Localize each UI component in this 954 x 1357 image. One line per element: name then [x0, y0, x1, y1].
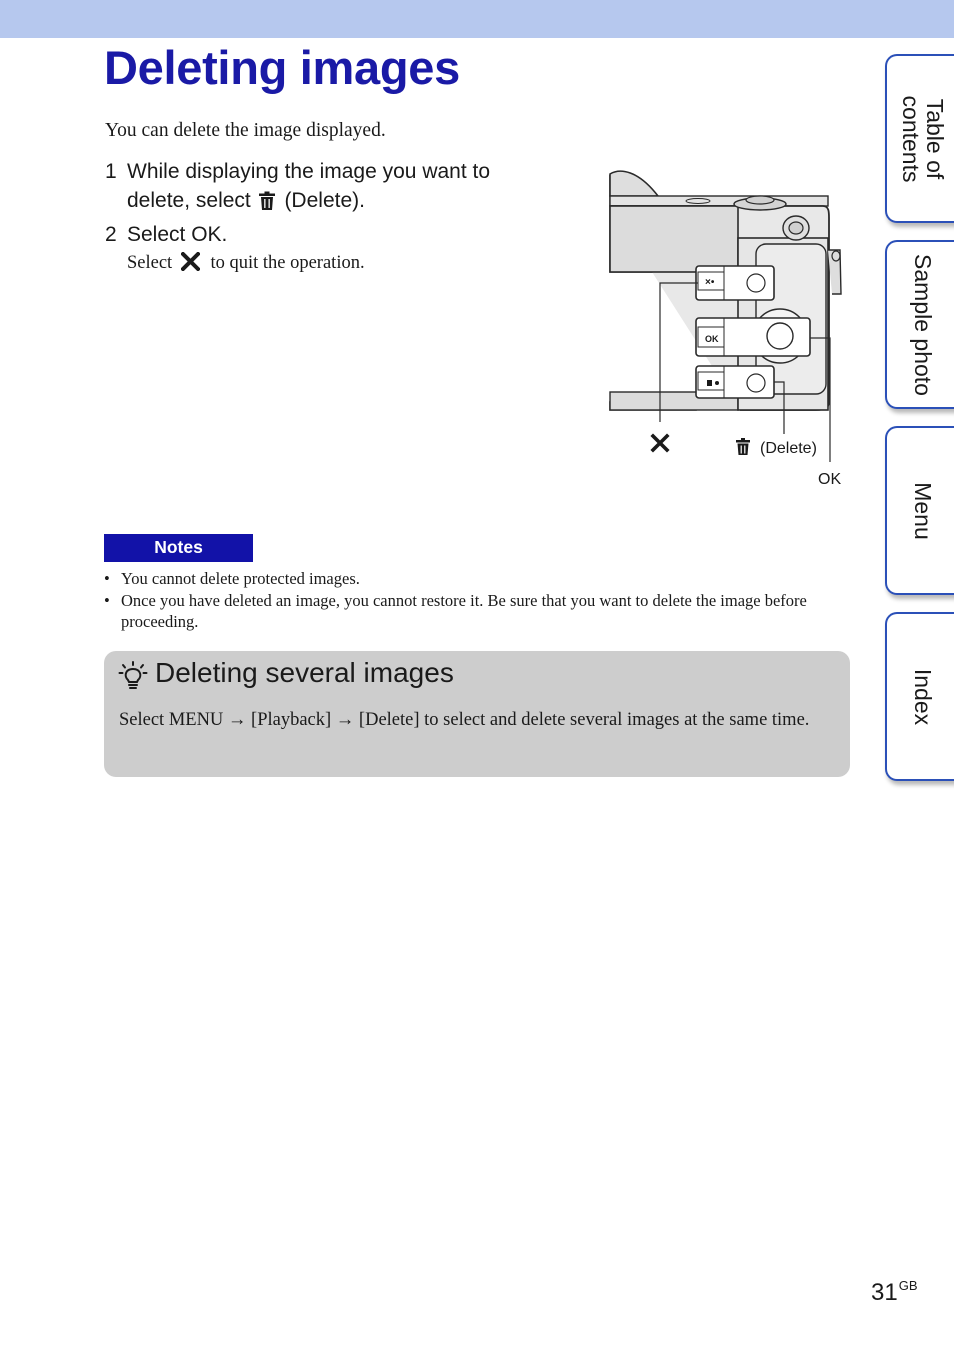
camera-back-illustration: [608, 170, 848, 490]
page-number: $31^{GB}$: [871, 1278, 918, 1306]
trash-icon: [736, 438, 750, 455]
tab-table-of-contents[interactable]: [885, 54, 954, 223]
step-1-line-2-start: delete, select: [127, 189, 251, 212]
page-number-suffix: GB: [898, 1278, 918, 1293]
tab-label: Sample photo: [910, 253, 936, 396]
step-2-detail-start: Select: [127, 253, 173, 273]
notes-badge: Notes: [104, 534, 253, 562]
step-number: 1: [105, 160, 117, 183]
step-2-detail: [127, 252, 365, 274]
tab-label: Table of contents: [898, 95, 948, 182]
x-mark-icon: [653, 436, 667, 450]
x-mark-icon: [181, 252, 200, 271]
svg-text:OK: OK: [705, 334, 719, 344]
page-title: Deleting images: [104, 41, 460, 94]
hint-body: Select MENU → [Playback] → [Delete] to select and delete several images at the same time.: [119, 710, 810, 730]
step-text: Select OK.: [127, 223, 228, 246]
step-text: [127, 157, 490, 215]
tab-index[interactable]: [885, 612, 954, 781]
intro-text: You can delete the image displayed.: [105, 120, 386, 141]
trash-icon: [259, 191, 275, 210]
ok-button-label: OK: [818, 471, 842, 488]
note-item: • You cannot delete protected images.: [104, 569, 360, 588]
hint-lightbulb-icon: [118, 661, 148, 691]
svg-text:×•: ×•: [705, 277, 715, 288]
step-2-detail-end: to quit the operation.: [210, 253, 365, 273]
notes-list: [104, 568, 849, 633]
delete-button-label: (Delete): [760, 440, 817, 457]
tab-label: Menu: [910, 481, 936, 540]
tab-sample-photo[interactable]: [885, 240, 954, 409]
step-1-line-1: While displaying the image you want to: [127, 160, 491, 183]
tab-label: Index: [910, 668, 936, 725]
step-number: 2: [105, 223, 117, 246]
note-item: • Once you have deleted an image, you cannot restore it. Be sure that you want to delete the image before proceeding.: [104, 590, 807, 631]
top-header-bar: [0, 0, 954, 38]
hint-box: [104, 651, 850, 777]
hint-title: Deleting several images: [155, 657, 454, 688]
step-1-line-2-end: (Delete).: [284, 189, 365, 212]
tab-menu[interactable]: [885, 426, 954, 595]
